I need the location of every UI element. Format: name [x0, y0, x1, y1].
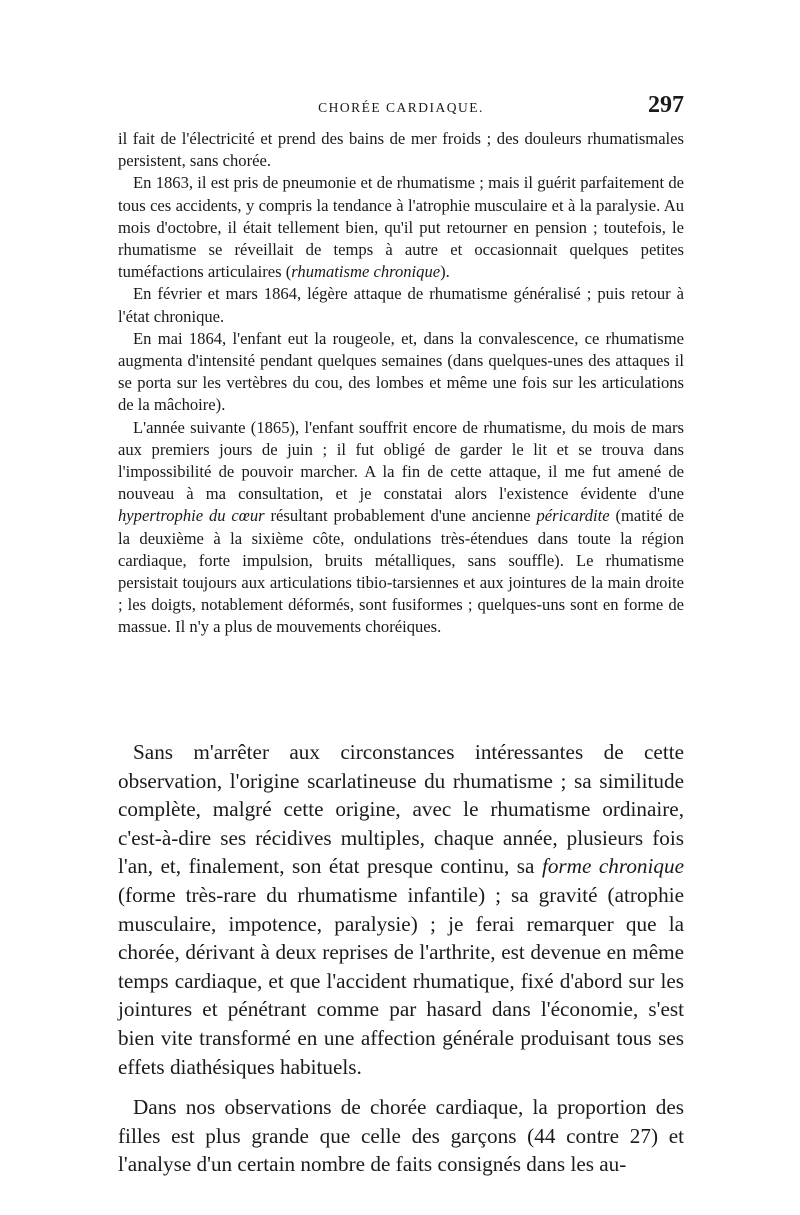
paragraph	[118, 172, 684, 283]
case-report-text	[118, 128, 684, 639]
text-run: ).	[440, 262, 450, 282]
text-run: Dans nos observations de chorée cardiaque, la proportion des filles est plus grande que celle des garçons (44 contre 27) et l'analyse d'un certain nombre de faits consignés dans les au-	[118, 1095, 684, 1177]
text-run: (matité de la deuxième à la sixième côte, ondulations très-étendues dans toute la région cardiaque, forte impulsion, bruits métalliques, sans souffle). Le rhumatisme persistait toujours aux articulations tibio-tarsiennes et aux jointures de la main droite ; les doigts, notablement déformés, sont fusiformes ; quelques-uns sont en forme de massue. Il n'y a plus de mouvements choréiques.	[118, 506, 685, 637]
text-run: En 1863, il est pris de pneumonie et de rhumatisme ; mais il guérit parfaitement de tous ces accidents, y compris la tendance à l'atrophie musculaire et à la paralysie. Au mois d'octobre, il était tellement bien, qu'il put retourner en pension ; toutefois, le rhumatisme se réveillait de temps à autre et occasionnait quelques petites tuméfactions articulaires (	[118, 173, 684, 282]
page-number: 297	[648, 92, 684, 118]
paragraph	[118, 1093, 684, 1179]
italic-term: péricardite	[536, 506, 610, 526]
text-run: (forme très-rare du rhumatisme infantile) ; sa gravité (atrophie musculaire, impotence, paralysie) ; je ferai remarquer que la chorée, dérivant à deux reprises de l'arthrite, est devenue en même temps cardiaque, et que l'accident rhumatique, fixé d'abord sur les jointures et pénétrant comme par hasard dans l'économie, s'est bien vite transformé en une affection générale produisant tous ses effets diathésiques habituels.	[118, 882, 684, 1079]
italic-term: hypertrophie du cœur	[118, 506, 265, 526]
running-title: CHORÉE CARDIAQUE.	[318, 100, 484, 115]
text-run: L'année suivante (1865), l'enfant souffrit encore de rhumatisme, du mois de mars aux premiers jours de juin ; il fut obligé de garder le lit et se trouva dans l'impossibilité de pouvoir marcher. A la fin de cette attaque, il me fut amené de nouveau à ma consultation, et je constatai alors l'existence évidente d'une	[118, 417, 684, 504]
paragraph	[118, 328, 684, 417]
italic-term: rhumatisme chronique	[291, 262, 441, 282]
paragraph	[118, 283, 684, 327]
text-run: En février et mars 1864, légère attaque de rhumatisme généralisé ; puis retour à l'état chronique.	[118, 284, 684, 326]
paragraph	[118, 128, 684, 172]
italic-term: forme chronique	[541, 854, 684, 879]
text-run: En mai 1864, l'enfant eut la rougeole, et, dans la convalescence, ce rhumatisme augmenta d'intensité pendant quelques semaines (dans quelques-unes des attaques il se porta sur les vertèbres du cou, des lombes et même une fois sur les articulations de la mâchoire).	[118, 328, 684, 415]
paragraph	[118, 738, 684, 1081]
text-run: Sans m'arrêter aux circonstances intéressantes de cette observation, l'origine scarlatineuse du rhumatisme ; sa similitude complète, malgré cette origine, avec le rhumatisme ordinaire, c'est-à-dire ses récidives multiples, chaque année, plusieurs fois l'an, et, finalement, son état presque continu, sa	[118, 740, 684, 879]
text-run: résultant probablement d'une ancienne	[264, 506, 537, 526]
page-header	[118, 92, 684, 120]
commentary-text	[118, 738, 684, 1179]
text-run: il fait de l'électricité et prend des bains de mer froids ; des douleurs rhumatismales persistent, sans chorée.	[118, 129, 684, 171]
paragraph	[118, 417, 684, 639]
